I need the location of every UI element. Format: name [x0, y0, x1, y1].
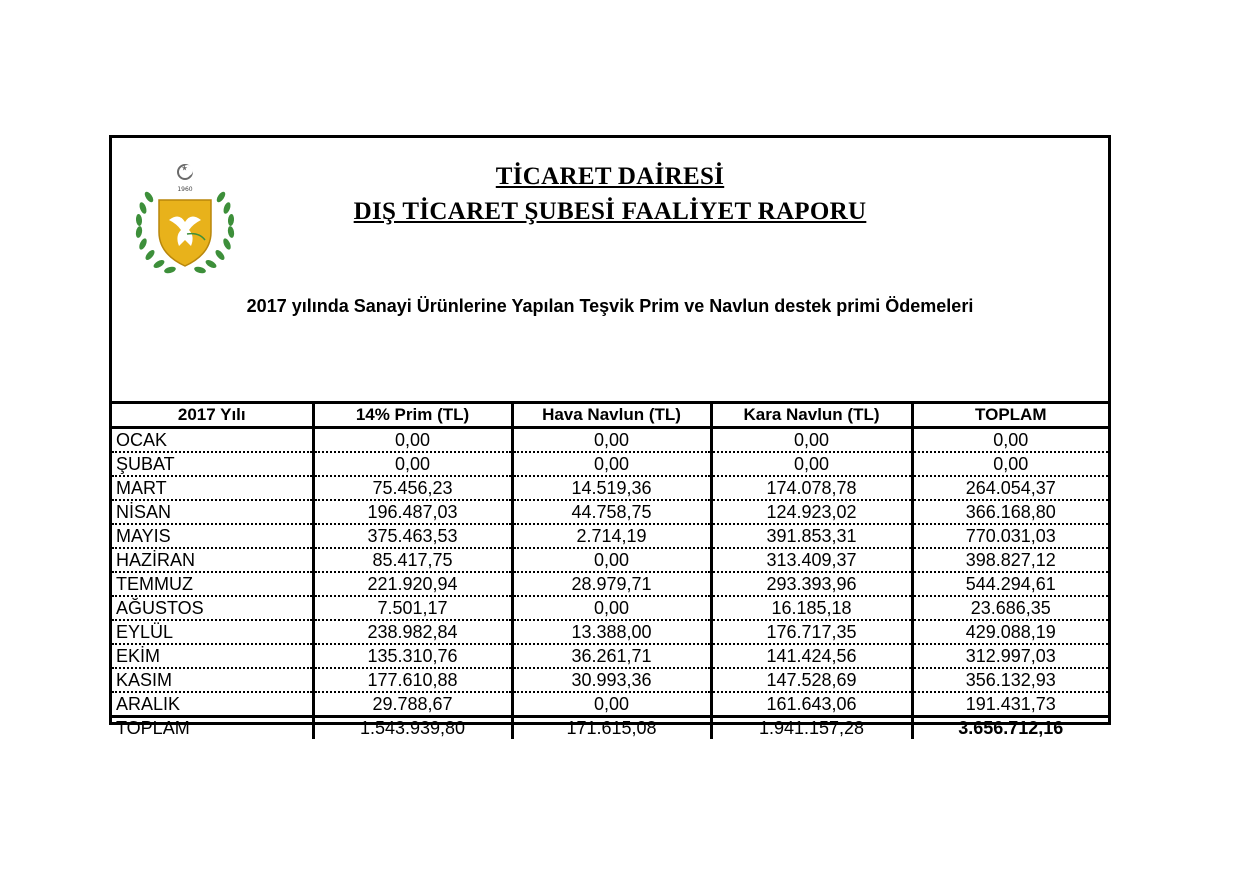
table-row: [112, 524, 1108, 548]
toplam-cell: 366.168,80: [912, 500, 1108, 524]
table-row: [112, 668, 1108, 692]
kara-cell: 124.923,02: [711, 500, 912, 524]
month-cell: EKİM: [112, 644, 313, 668]
page-subtitle-title: DIŞ TİCARET ŞUBESİ FAALİYET RAPORU: [353, 198, 867, 225]
table-row: [112, 452, 1108, 476]
toplam-cell: 312.997,03: [912, 644, 1108, 668]
month-cell: OCAK: [112, 428, 313, 453]
month-cell: MART: [112, 476, 313, 500]
kara-cell: 293.393,96: [711, 572, 912, 596]
kara-cell: 161.643,06: [711, 692, 912, 717]
kara-cell: 313.409,37: [711, 548, 912, 572]
total-label: TOPLAM: [112, 717, 313, 740]
kara-cell: 0,00: [711, 428, 912, 453]
column-header-hava: Hava Navlun (TL): [512, 404, 711, 428]
month-cell: TEMMUZ: [112, 572, 313, 596]
month-cell: KASIM: [112, 668, 313, 692]
hava-cell: 13.388,00: [512, 620, 711, 644]
prim-cell: 29.788,67: [313, 692, 512, 717]
toplam-cell: 23.686,35: [912, 596, 1108, 620]
prim-cell: 238.982,84: [313, 620, 512, 644]
table-row: [112, 644, 1108, 668]
prim-cell: 7.501,17: [313, 596, 512, 620]
toplam-cell: 398.827,12: [912, 548, 1108, 572]
prim-cell: 0,00: [313, 428, 512, 453]
month-cell: HAZİRAN: [112, 548, 313, 572]
table-row: [112, 548, 1108, 572]
table-row: [112, 500, 1108, 524]
table-row: [112, 476, 1108, 500]
toplam-cell: 429.088,19: [912, 620, 1108, 644]
month-cell: AĞUSTOS: [112, 596, 313, 620]
prim-cell: 0,00: [313, 452, 512, 476]
report-frame: [109, 135, 1111, 738]
hava-cell: 0,00: [512, 596, 711, 620]
report-description: 2017 yılında Sanayi Ürünlerine Yapılan Teşvik Prim ve Navlun destek primi Ödemeleri: [246, 296, 974, 316]
toplam-cell: 264.054,37: [912, 476, 1108, 500]
hava-cell: 30.993,36: [512, 668, 711, 692]
total-kara: 1.941.157,28: [711, 717, 912, 740]
column-header-prim: 14% Prim (TL): [313, 404, 512, 428]
column-header-year: 2017 Yılı: [112, 404, 313, 428]
month-cell: NİSAN: [112, 500, 313, 524]
total-row: [112, 717, 1108, 740]
month-cell: ŞUBAT: [112, 452, 313, 476]
prim-cell: 135.310,76: [313, 644, 512, 668]
hava-cell: 36.261,71: [512, 644, 711, 668]
table-row: [112, 572, 1108, 596]
month-cell: MAYIS: [112, 524, 313, 548]
prim-cell: 177.610,88: [313, 668, 512, 692]
prim-cell: 75.456,23: [313, 476, 512, 500]
table-row: [112, 428, 1108, 453]
prim-cell: 221.920,94: [313, 572, 512, 596]
table-header-row: [112, 404, 1108, 428]
column-header-kara: Kara Navlun (TL): [711, 404, 912, 428]
toplam-cell: 0,00: [912, 452, 1108, 476]
hava-cell: 0,00: [512, 548, 711, 572]
report-header: [112, 138, 1108, 404]
total-prim: 1.543.939,80: [313, 717, 512, 740]
page-title: TİCARET DAİRESİ: [495, 163, 725, 190]
kara-cell: 176.717,35: [711, 620, 912, 644]
kara-cell: 147.528,69: [711, 668, 912, 692]
column-header-toplam: TOPLAM: [912, 404, 1108, 428]
toplam-cell: 544.294,61: [912, 572, 1108, 596]
emblem-year: 1960: [177, 186, 193, 193]
month-cell: EYLÜL: [112, 620, 313, 644]
toplam-cell: 0,00: [912, 428, 1108, 453]
toplam-cell: 191.431,73: [912, 692, 1108, 717]
hava-cell: 0,00: [512, 452, 711, 476]
payments-table: [112, 404, 1108, 739]
toplam-cell: 356.132,93: [912, 668, 1108, 692]
month-cell: ARALIK: [116, 693, 181, 714]
hava-cell: 2.714,19: [512, 524, 711, 548]
kara-cell: 391.853,31: [711, 524, 912, 548]
hava-cell: 14.519,36: [512, 476, 711, 500]
table-row: [112, 692, 1108, 717]
hava-cell: 44.758,75: [512, 500, 711, 524]
grand-total: 3.656.712,16: [912, 717, 1108, 740]
hava-cell: 28.979,71: [512, 572, 711, 596]
total-hava: 171.615,08: [512, 717, 711, 740]
toplam-cell: 770.031,03: [912, 524, 1108, 548]
prim-cell: 375.463,53: [313, 524, 512, 548]
kara-cell: 16.185,18: [711, 596, 912, 620]
prim-cell: 85.417,75: [313, 548, 512, 572]
hava-cell: 0,00: [512, 428, 711, 453]
table-row: [112, 620, 1108, 644]
kara-cell: 0,00: [711, 452, 912, 476]
hava-cell: 0,00: [512, 692, 711, 717]
prim-cell: 196.487,03: [313, 500, 512, 524]
kara-cell: 141.424,56: [711, 644, 912, 668]
table-row: [112, 596, 1108, 620]
kara-cell: 174.078,78: [711, 476, 912, 500]
